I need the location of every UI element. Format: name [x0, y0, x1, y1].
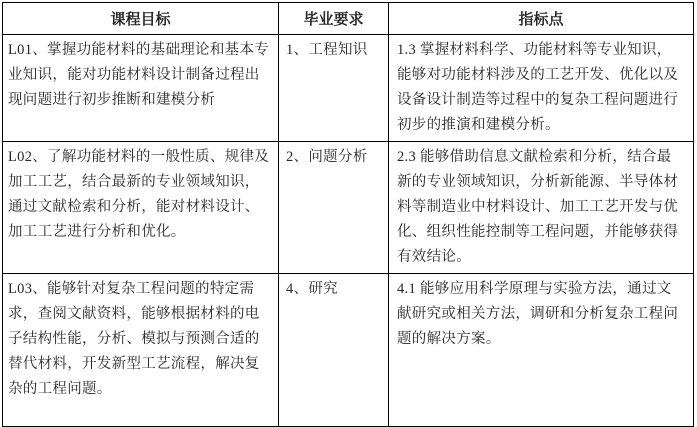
- indicator-point-cell: 4.1 能够应用科学原理与实验方法，通过文献研究或相关方法，调研和分析复杂工程问题的解决方案。: [389, 274, 694, 427]
- indicator-point-cell: 1.3 掌握材料科学、功能材料等专业知识，能够对功能材料涉及的工艺开发、优化以及设备设计制造等过程中的复杂工程问题进行初步的推演和建模分析。: [389, 35, 694, 142]
- indicator-point-cell: 2.3 能够借助信息文献检索和分析，结合最新的专业领域知识，分析新能源、半导体材料等制造业中材料设计、加工工艺开发与优化、组织性能控制等工程问题，并能够获得有效结论。: [389, 142, 694, 274]
- table-row: [3, 35, 694, 142]
- graduation-requirement-cell: 1、工程知识: [279, 35, 389, 142]
- graduation-requirement-cell: 2、问题分析: [279, 142, 389, 274]
- course-objectives-table: [2, 2, 694, 427]
- course-objective-cell: L02、了解功能材料的一般性质、规律及加工工艺，结合最新的专业领域知识，通过文献检索和分析，能对材料设计、加工工艺进行分析和优化。: [3, 142, 279, 274]
- course-objective-cell: L03、能够针对复杂工程问题的特定需求，查阅文献资料，能够根据材料的电子结构性能，分析、模拟与预测合适的替代材料，开发新型工艺流程，解决复杂的工程问题。: [3, 274, 279, 427]
- header-indicator-point: 指标点: [389, 3, 694, 35]
- header-course-objective: 课程目标: [3, 3, 279, 35]
- table-row: [3, 274, 694, 427]
- graduation-requirement-cell: 4、研究: [279, 274, 389, 427]
- table-header-row: [3, 3, 694, 35]
- course-objective-cell: L01、掌握功能材料的基础理论和基本专业知识，能对功能材料设计制备过程出现问题进行初步推断和建模分析: [3, 35, 279, 142]
- header-graduation-requirement: 毕业要求: [279, 3, 389, 35]
- table-row: [3, 142, 694, 274]
